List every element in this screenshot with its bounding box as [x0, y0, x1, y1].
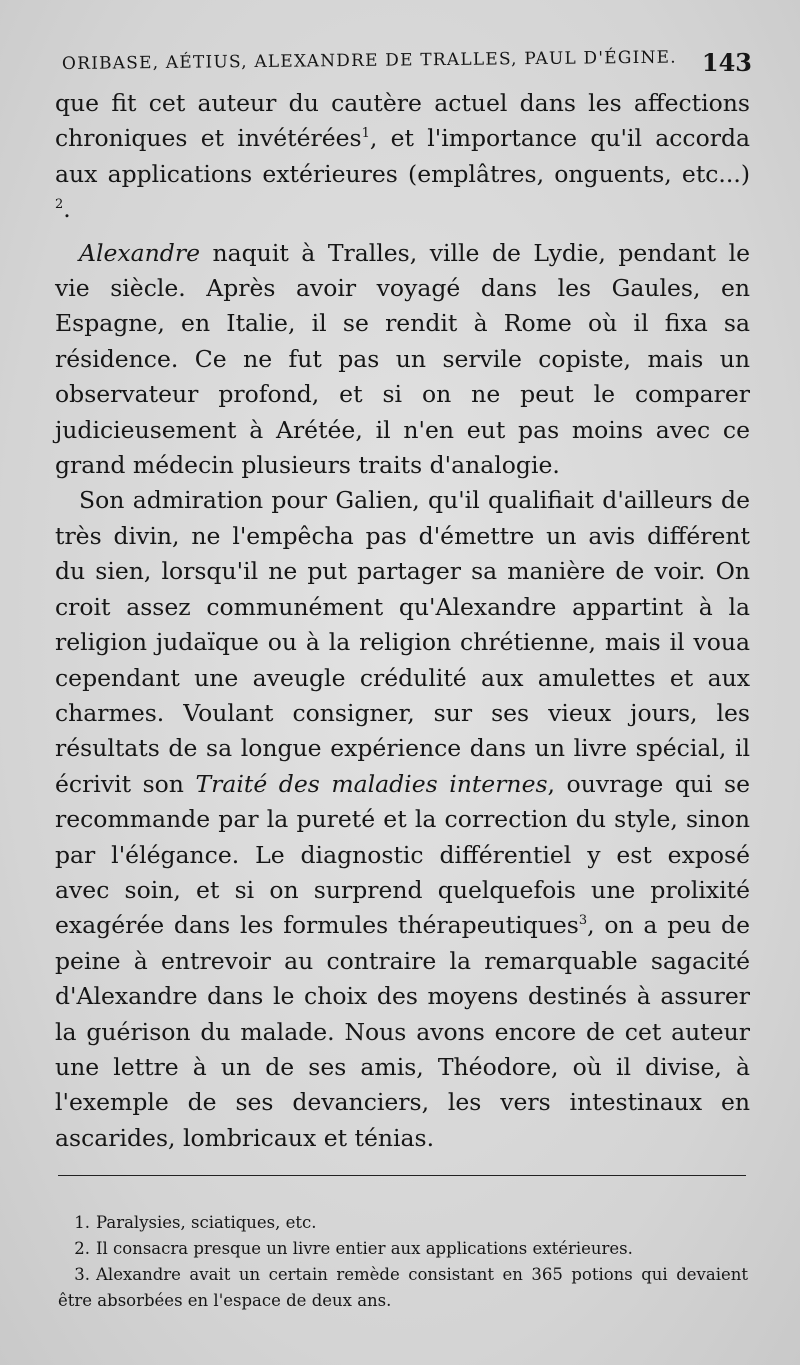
footnote-text: Alexandre avait un certain remède consistant en 365 potions qui devaient être absorbées en l'espace de deux ans. [58, 1265, 748, 1310]
footnote-text: Il consacra presque un livre entier aux applications extérieures. [96, 1239, 633, 1258]
footnote-2 [58, 1236, 748, 1262]
body-text [55, 86, 750, 1156]
footnote-number: 2. [74, 1239, 90, 1258]
paragraph-3 [55, 483, 750, 1156]
footnote-ref-2: 2 [55, 197, 64, 213]
paragraph-3-text-c: , on a peu de peine à entrevoir au contraire la remarquable sagacité d'Alexandre dans le choix des moyens destinés à assurer la guérison du malade. Nous avons encore de cet auteur une lettre à un de ses amis, Théodore, où il divise, à l'exemple de ses devanciers, les vers intestinaux en ascarides, lombricaux et ténias. [55, 911, 750, 1152]
paragraph-1-text-a: que fit cet auteur du cautère actuel dans les affections chroniques et invétérées [55, 89, 750, 153]
footnote-3 [58, 1262, 748, 1314]
footnote-text: Paralysies, sciatiques, etc. [96, 1213, 317, 1232]
page-number: 143 [701, 48, 752, 77]
paragraph-3-text-a: Son admiration pour Galien, qu'il qualifiait d'ailleurs de très divin, ne l'empêcha pas d'émettre un avis différent du sien, lorsqu'il ne put partager sa manière de voir. On croit assez communément qu'Alexandre appartint à la religion judaïque ou à la religion chrétienne, mais il voua cependant une aveugle crédulité aux amulettes et aux charmes. Voulant consigner, sur ses vieux jours, les résultats de sa longue expérience dans un livre spécial, il écrivit son [55, 486, 750, 798]
page-header [62, 48, 752, 88]
paragraph-2 [55, 236, 750, 484]
paragraph-3-text-b: , ouvrage qui se recommande par la pureté et la correction du style, sinon par l'élégance. Le diagnostic différentiel y est exposé avec soin, et si on surprend quelquefois une prolixité exagérée dans les formules thérapeutiques [55, 769, 751, 940]
paragraph-2-text-a: naquit à Tralles, ville de Lydie, pendant le [199, 238, 750, 267]
footnote-1 [58, 1210, 748, 1236]
paragraph-1-text-c: . [63, 195, 71, 224]
paragraph-2-text-b: siècle. Après avoir voyagé dans les Gaules, en Espagne, en Italie, il se rendit à Rome où il fixa sa résidence. Ce ne fut pas un servile copiste, mais un observateur profond, et si on ne peut le comparer judicieusement à Arétée, il n'en eut pas moins avec ce grand médecin plusieurs traits d'analogie. [55, 274, 750, 480]
alexandre-name: Alexandre [79, 238, 200, 267]
paragraph-1-text-b: , et l'importance qu'il accorda aux applications extérieures (emplâtres, onguents, etc...) [55, 124, 751, 188]
footnote-number: 1. [74, 1213, 90, 1232]
footnote-ref-1: 1 [361, 126, 370, 142]
treatise-title: Traité des maladies internes [195, 769, 548, 798]
paragraph-1 [55, 86, 750, 228]
footnotes [58, 1210, 748, 1314]
century-numeral: vie [55, 274, 90, 303]
running-title: ORIBASE, AÉTIUS, ALEXANDRE DE TRALLES, PAUL D'ÉGINE. [61, 47, 677, 74]
footnote-number: 3. [74, 1265, 90, 1284]
footnote-separator [58, 1175, 746, 1176]
footnote-ref-3: 3 [578, 913, 588, 929]
